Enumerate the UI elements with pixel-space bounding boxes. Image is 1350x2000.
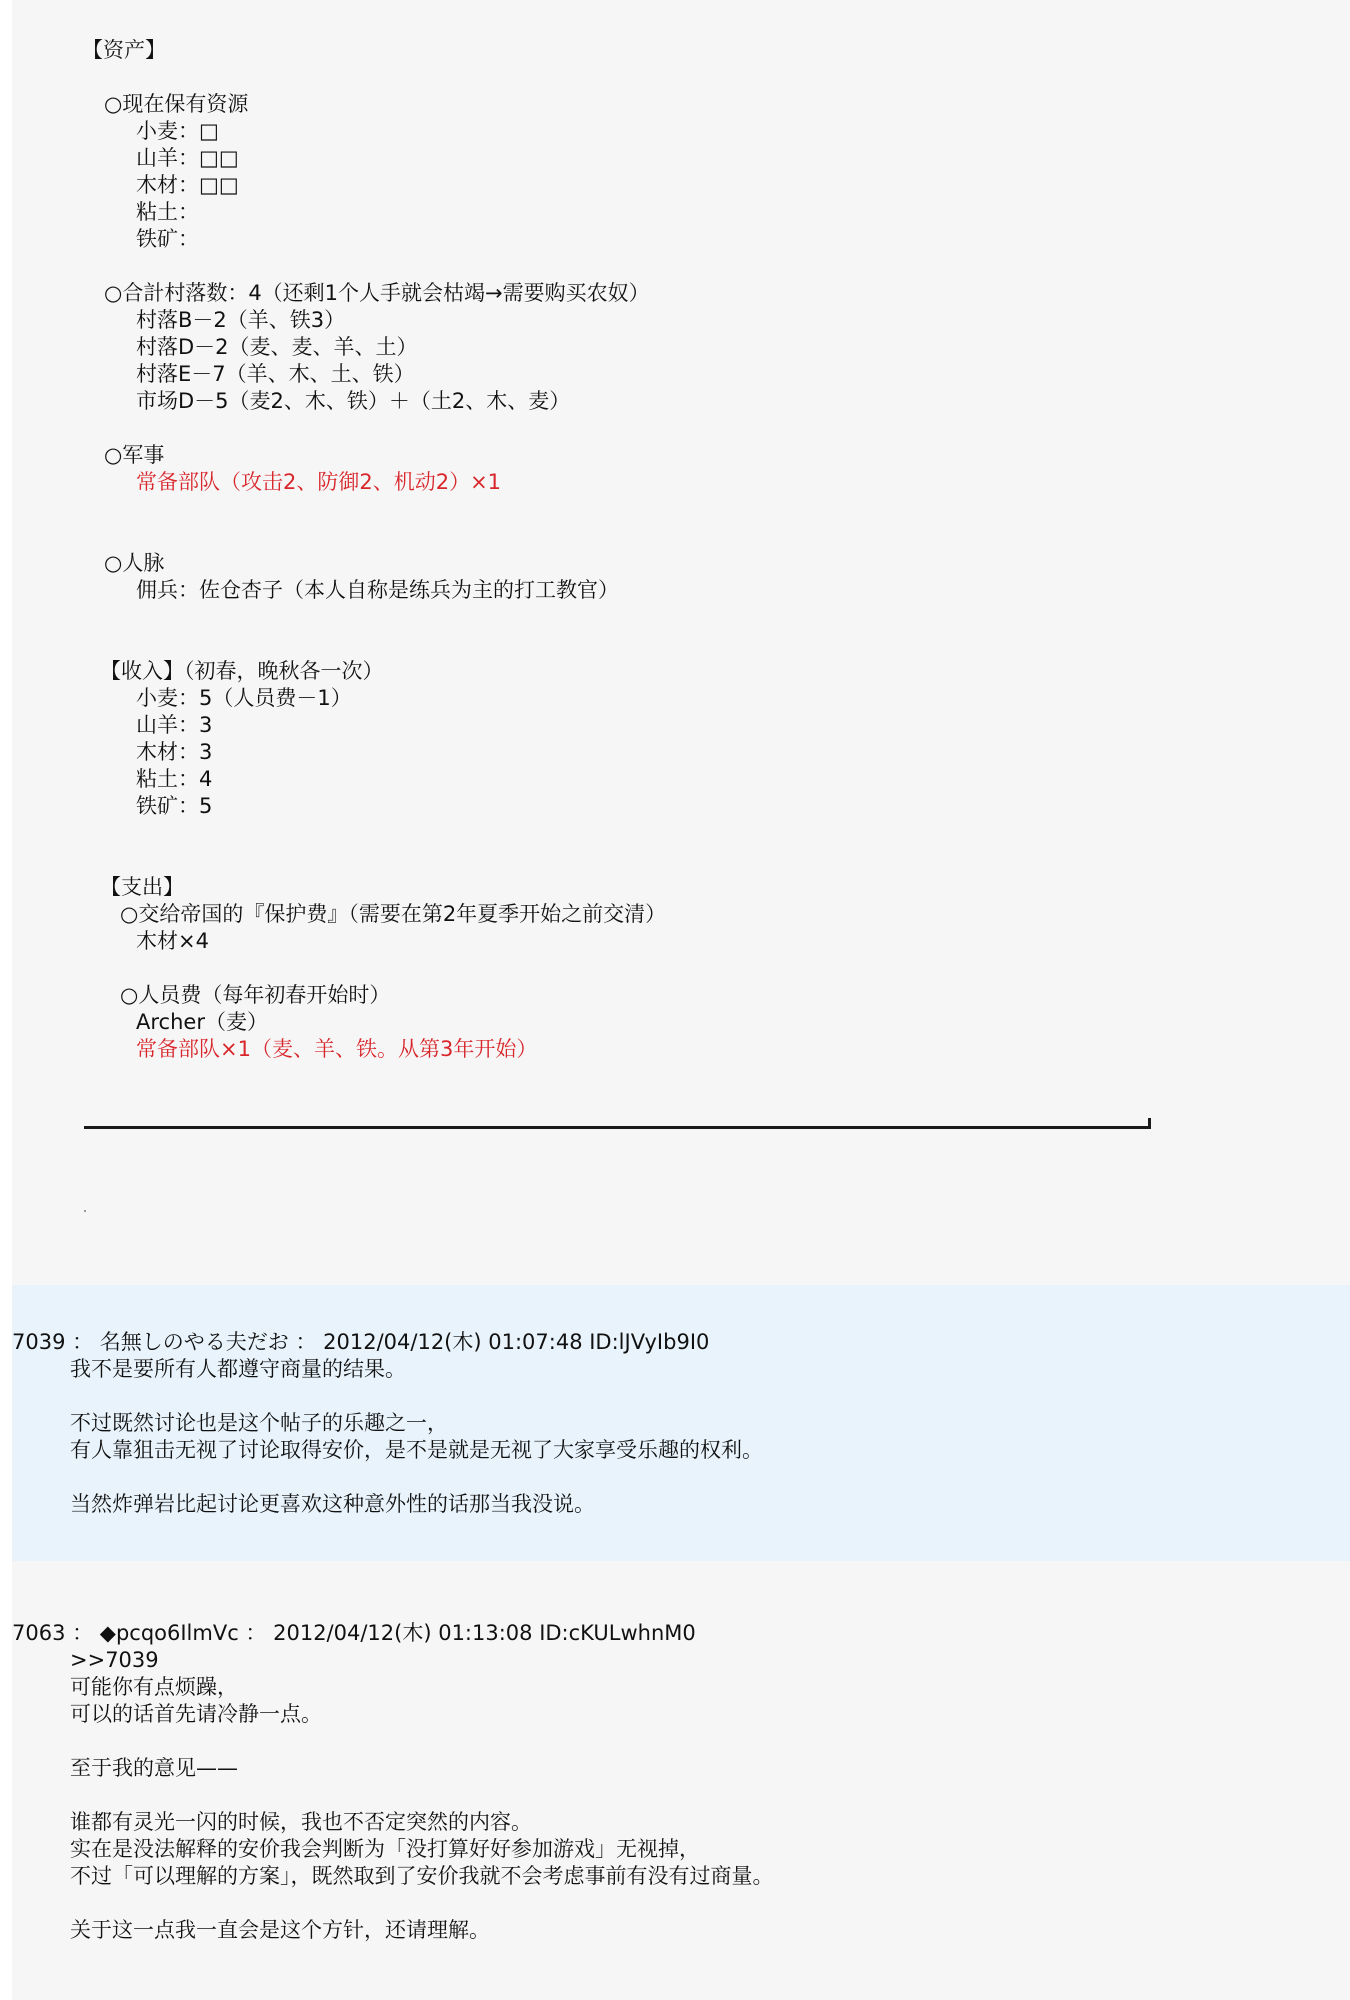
expenses-heading: 【支出】 (100, 875, 184, 899)
post-line: 至于我的意见—— (70, 1756, 238, 1780)
military-item: 常备部队（攻击2、防御2、机动2）×1 (136, 470, 502, 494)
post-header: 7063 ： ◆pcqo6IlmVc ： 2012/04/12(木) 01:13:08 ID:cKULwhnM0 (12, 1621, 696, 1645)
page (12, 0, 1350, 2000)
resource-item: 木材：□□ (136, 173, 239, 197)
post-line: 关于这一点我一直会是这个方针，还请理解。 (70, 1918, 490, 1942)
income-item: 铁矿：5 (136, 794, 213, 818)
personnel-item: Archer（麦） (136, 1010, 268, 1034)
post-line: 当然炸弹岩比起讨论更喜欢这种意外性的话那当我没说。 (70, 1492, 595, 1516)
assets-heading: 【资产】 (82, 38, 166, 62)
income-item: 小麦：5（人员费－1） (136, 686, 352, 710)
income-item: 木材：3 (136, 740, 213, 764)
connections-item: 佣兵：佐仓杏子（本人自称是练兵为主的打工教官） (136, 578, 619, 602)
income-item: 粘土：4 (136, 767, 213, 791)
military-title: ○军事 (104, 443, 165, 467)
personnel-item-red: 常备部队×1（麦、羊、铁。从第3年开始） (136, 1037, 538, 1061)
protection-title: ○交给帝国的『保护费』（需要在第2年夏季开始之前交清） (120, 902, 667, 926)
post-line: 有人靠狙击无视了讨论取得安价，是不是就是无视了大家享受乐趣的权利。 (70, 1438, 763, 1462)
village-item: 市场D－5（麦2、木、铁）＋（土2、木、麦） (136, 389, 571, 413)
resources-title: ○现在保有资源 (104, 92, 249, 116)
resource-item: 小麦：□ (136, 119, 219, 143)
resource-item: 铁矿： (136, 227, 199, 251)
village-item: 村落D－2（麦、麦、羊、土） (136, 335, 418, 359)
divider-end (1148, 1118, 1151, 1129)
village-item: 村落E－7（羊、木、土、铁） (136, 362, 415, 386)
decorative-dot (84, 1210, 86, 1212)
divider-line (84, 1126, 1150, 1129)
post-line: 可能你有点烦躁， (70, 1675, 238, 1699)
personnel-title: ○人员费（每年初春开始时） (120, 983, 391, 1007)
connections-title: ○人脉 (104, 551, 165, 575)
income-item: 山羊：3 (136, 713, 213, 737)
resource-item: 粘土： (136, 200, 199, 224)
income-heading: 【收入】（初春，晚秋各一次） (100, 659, 384, 683)
post-line: 我不是要所有人都遵守商量的结果。 (70, 1357, 406, 1381)
post-line: 不过既然讨论也是这个帖子的乐趣之一， (70, 1411, 448, 1435)
reply-link[interactable]: >>7039 (70, 1648, 159, 1672)
post-line: 谁都有灵光一闪的时候，我也不否定突然的内容。 (70, 1810, 532, 1834)
villages-title: ○合計村落数：4（还剩1个人手就会枯竭→需要购买农奴） (104, 281, 650, 305)
post-line: 实在是没法解释的安价我会判断为「没打算好好参加游戏」无视掉， (70, 1837, 700, 1861)
village-item: 村落B－2（羊、铁3） (136, 308, 346, 332)
post-header: 7039 ： 名無しのやる夫だお ： 2012/04/12(木) 01:07:48 ID:lJVyIb9I0 (12, 1330, 710, 1354)
resource-item: 山羊：□□ (136, 146, 239, 170)
post-line: 不过「可以理解的方案」，既然取到了安价我就不会考虑事前有没有过商量。 (70, 1864, 774, 1888)
protection-item: 木材×4 (136, 929, 209, 953)
post-line: 可以的话首先请冷静一点。 (70, 1702, 322, 1726)
